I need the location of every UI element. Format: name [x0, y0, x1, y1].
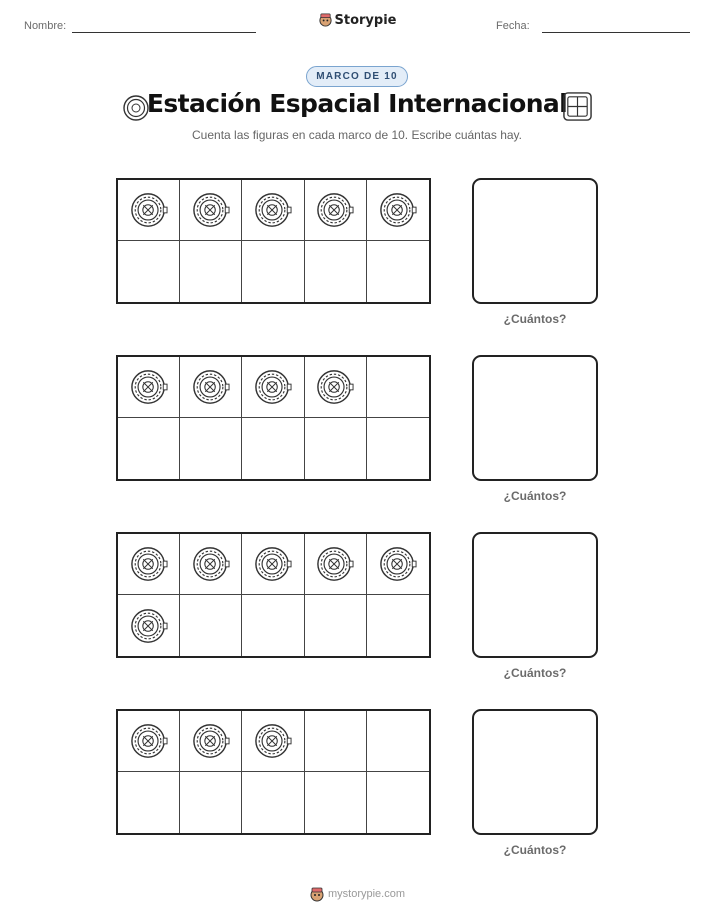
ten-frame-cell: [367, 418, 429, 479]
mascot-icon: [309, 886, 325, 902]
how-many-label: ¿Cuántos?: [503, 489, 567, 503]
porthole-icon: [379, 545, 417, 583]
porthole-icon: [130, 368, 168, 406]
ten-frame-cell: [118, 772, 180, 833]
ten-frame-cell: [242, 180, 304, 241]
ten-frame-cell: [367, 711, 429, 772]
ten-frame-cell: [367, 595, 429, 656]
name-label: Nombre:: [24, 20, 67, 32]
worksheet-type-badge: MARCO DE 10: [306, 66, 408, 87]
ten-frame-cell: [118, 711, 180, 772]
ten-frame-cell: [305, 772, 367, 833]
how-many-label: ¿Cuántos?: [503, 312, 567, 326]
ten-frame-cell: [242, 772, 304, 833]
porthole-icon: [316, 368, 354, 406]
ten-frame-cell: [180, 418, 242, 479]
ten-frame: [116, 355, 431, 481]
brand-name: Storypie: [334, 13, 397, 28]
porthole-icon: [192, 368, 230, 406]
ten-frame-cell: [180, 534, 242, 595]
ten-frame-cell: [305, 180, 367, 241]
ten-frame: [116, 532, 431, 658]
footer: [0, 886, 714, 902]
ten-frame-cell: [305, 711, 367, 772]
ten-frame-cell: [367, 534, 429, 595]
how-many-label: ¿Cuántos?: [503, 843, 567, 857]
ten-frame-cell: [305, 534, 367, 595]
ten-frame-cell: [180, 357, 242, 418]
ten-frame-cell: [242, 711, 304, 772]
ten-frame-cell: [305, 241, 367, 302]
porthole-icon: [254, 722, 292, 760]
porthole-icon: [379, 191, 417, 229]
ten-frame-cell: [118, 357, 180, 418]
porthole-icon: [130, 607, 168, 645]
ten-frame-cell: [367, 241, 429, 302]
ten-frame-cell: [118, 418, 180, 479]
ten-frame-cell: [305, 595, 367, 656]
ten-frame-cell: [242, 418, 304, 479]
ten-frame-cell: [118, 595, 180, 656]
ten-frame-cell: [180, 711, 242, 772]
porthole-icon: [192, 722, 230, 760]
porthole-icon: [130, 191, 168, 229]
porthole-icon: [316, 545, 354, 583]
ten-frame-cell: [367, 357, 429, 418]
porthole-icon: [130, 545, 168, 583]
ten-frame-cell: [180, 180, 242, 241]
date-label: Fecha:: [496, 20, 530, 32]
porthole-icon: [254, 368, 292, 406]
porthole-icon: [192, 545, 230, 583]
answer-box[interactable]: [472, 178, 598, 304]
window-icon: [562, 91, 593, 122]
mascot-icon: [318, 12, 333, 27]
ten-frame-cell: [118, 241, 180, 302]
ten-frame: [116, 178, 431, 304]
name-line[interactable]: [72, 32, 256, 33]
date-line[interactable]: [542, 32, 690, 33]
answer-box[interactable]: [472, 355, 598, 481]
ten-frame-cell: [305, 418, 367, 479]
answer-box[interactable]: [472, 709, 598, 835]
porthole-icon: [254, 191, 292, 229]
porthole-icon: [192, 191, 230, 229]
ten-frame-cell: [242, 534, 304, 595]
ten-frame-cell: [242, 595, 304, 656]
porthole-icon: [254, 545, 292, 583]
ten-frame-cell: [242, 357, 304, 418]
ten-frame-cell: [180, 772, 242, 833]
porthole-icon: [316, 191, 354, 229]
ten-frame-cell: [180, 241, 242, 302]
ten-frame-cell: [242, 241, 304, 302]
ten-frame-cell: [180, 595, 242, 656]
porthole-icon: [130, 722, 168, 760]
ten-frame-cell: [305, 357, 367, 418]
page-title: Estación Espacial Internacional: [146, 89, 568, 118]
ten-frame: [116, 709, 431, 835]
answer-box[interactable]: [472, 532, 598, 658]
ten-frame-cell: [367, 180, 429, 241]
how-many-label: ¿Cuántos?: [503, 666, 567, 680]
instructions: Cuenta las figuras en cada marco de 10. Escribe cuántas hay.: [192, 128, 522, 142]
brand-logo: [0, 12, 714, 28]
ten-frame-cell: [118, 180, 180, 241]
ten-frame-cell: [118, 534, 180, 595]
ten-frame-cell: [367, 772, 429, 833]
footer-url: mystorypie.com: [327, 888, 406, 900]
